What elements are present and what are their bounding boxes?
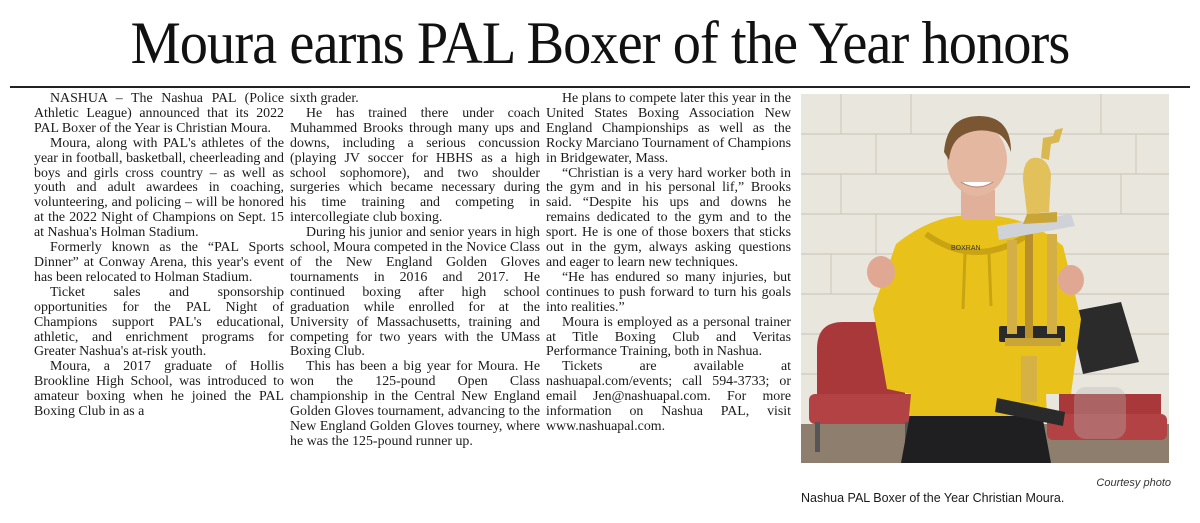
paragraph: He plans to compete later this year in the United States Boxing Association New England Championships as well as the Rocky Marciano Tournament of Champions in Bridgewater, Mass. [546, 91, 791, 166]
photo-caption: Nashua PAL Boxer of the Year Christian Moura. [801, 491, 1065, 505]
paragraph: Tickets are available at nashuapal.com/events; call 594-3733; or email Jen@nashuapal.com. For more information on Nashua PAL, visit www.nashuapal.com. [546, 359, 791, 434]
paragraph: This has been a big year for Moura. He won the 125-pound Open Class championship in the Central New England Golden Gloves tournament, advancing to the New England Golden Gloves tourney, where he was the 125-pound runner up. [290, 359, 540, 449]
headline: Moura earns PAL Boxer of the Year honors [130, 10, 1070, 76]
photo-credit: Courtesy photo [1096, 477, 1171, 489]
paragraph: He has trained there under coach Muhammed Brooks through many ups and downs, including a serious concussion (playing JV soccer for HBHS as a high school sophomore), and two shoulder surgeries which became necessary during his time training and competing in intercollegiate club boxing. [290, 105, 540, 226]
article-column-2 [290, 92, 540, 450]
article-column-3 [546, 92, 791, 435]
article-column-1 [34, 92, 284, 420]
paragraph: Moura, along with PAL's athletes of the year in football, basketball, cheerleading and boys and girls cross country – as well as youth and adult awardees in coaching, volunteering, and policing – will be honored at the 2022 Night of Champions on Sept. 15 at Nashua's Holman Stadium. [34, 135, 284, 241]
paragraph: Moura is employed as a personal trainer at Title Boxing Club and Veritas Performance Training, both in Nashua. [546, 314, 791, 360]
paragraph: Formerly known as the “PAL Sports Dinner” at Conway Arena, this year's event has been relocated to Holman Stadium. [34, 240, 284, 285]
paragraph: Moura, a 2017 graduate of Hollis Brookline High School, was introduced to amateur boxing when he joined the PAL Boxing Club in as a [34, 359, 284, 420]
scan-watermark-icon [1074, 387, 1126, 439]
paragraph: NASHUA – The Nashua PAL (Police Athletic League) announced that its 2022 PAL Boxer of the Year is Christian Moura. [34, 91, 284, 136]
paragraph: “He has endured so many injuries, but continues to push forward to turn his goals into realities.” [546, 269, 791, 315]
paragraph: During his junior and senior years in high school, Moura competed in the Novice Class of the New England Golden Gloves tournaments in 2016 and 2017. He continued boxing after high school graduation while enrolled for at the University of Massachusetts, training and competing for two years with the UMass Boxing Club. [290, 225, 540, 360]
headline-rule [10, 86, 1190, 88]
sweatshirt-logo: BOXRAN [951, 245, 981, 252]
paragraph: “Christian is a very hard worker both in the gym and in his personal lif,” Brooks said. “Despite his ups and downs he remains dedicated to the gym and to the sport. He is one of those boxers that sticks out in the gym, always asking questions and eager to learn new techniques. [546, 165, 791, 270]
paragraph: sixth grader. [290, 91, 359, 106]
paragraph: Ticket sales and sponsorship opportunities for the PAL Night of Champions support PAL's educational, athletic, and enrichment programs for Greater Nashua's at-risk youth. [34, 284, 284, 360]
